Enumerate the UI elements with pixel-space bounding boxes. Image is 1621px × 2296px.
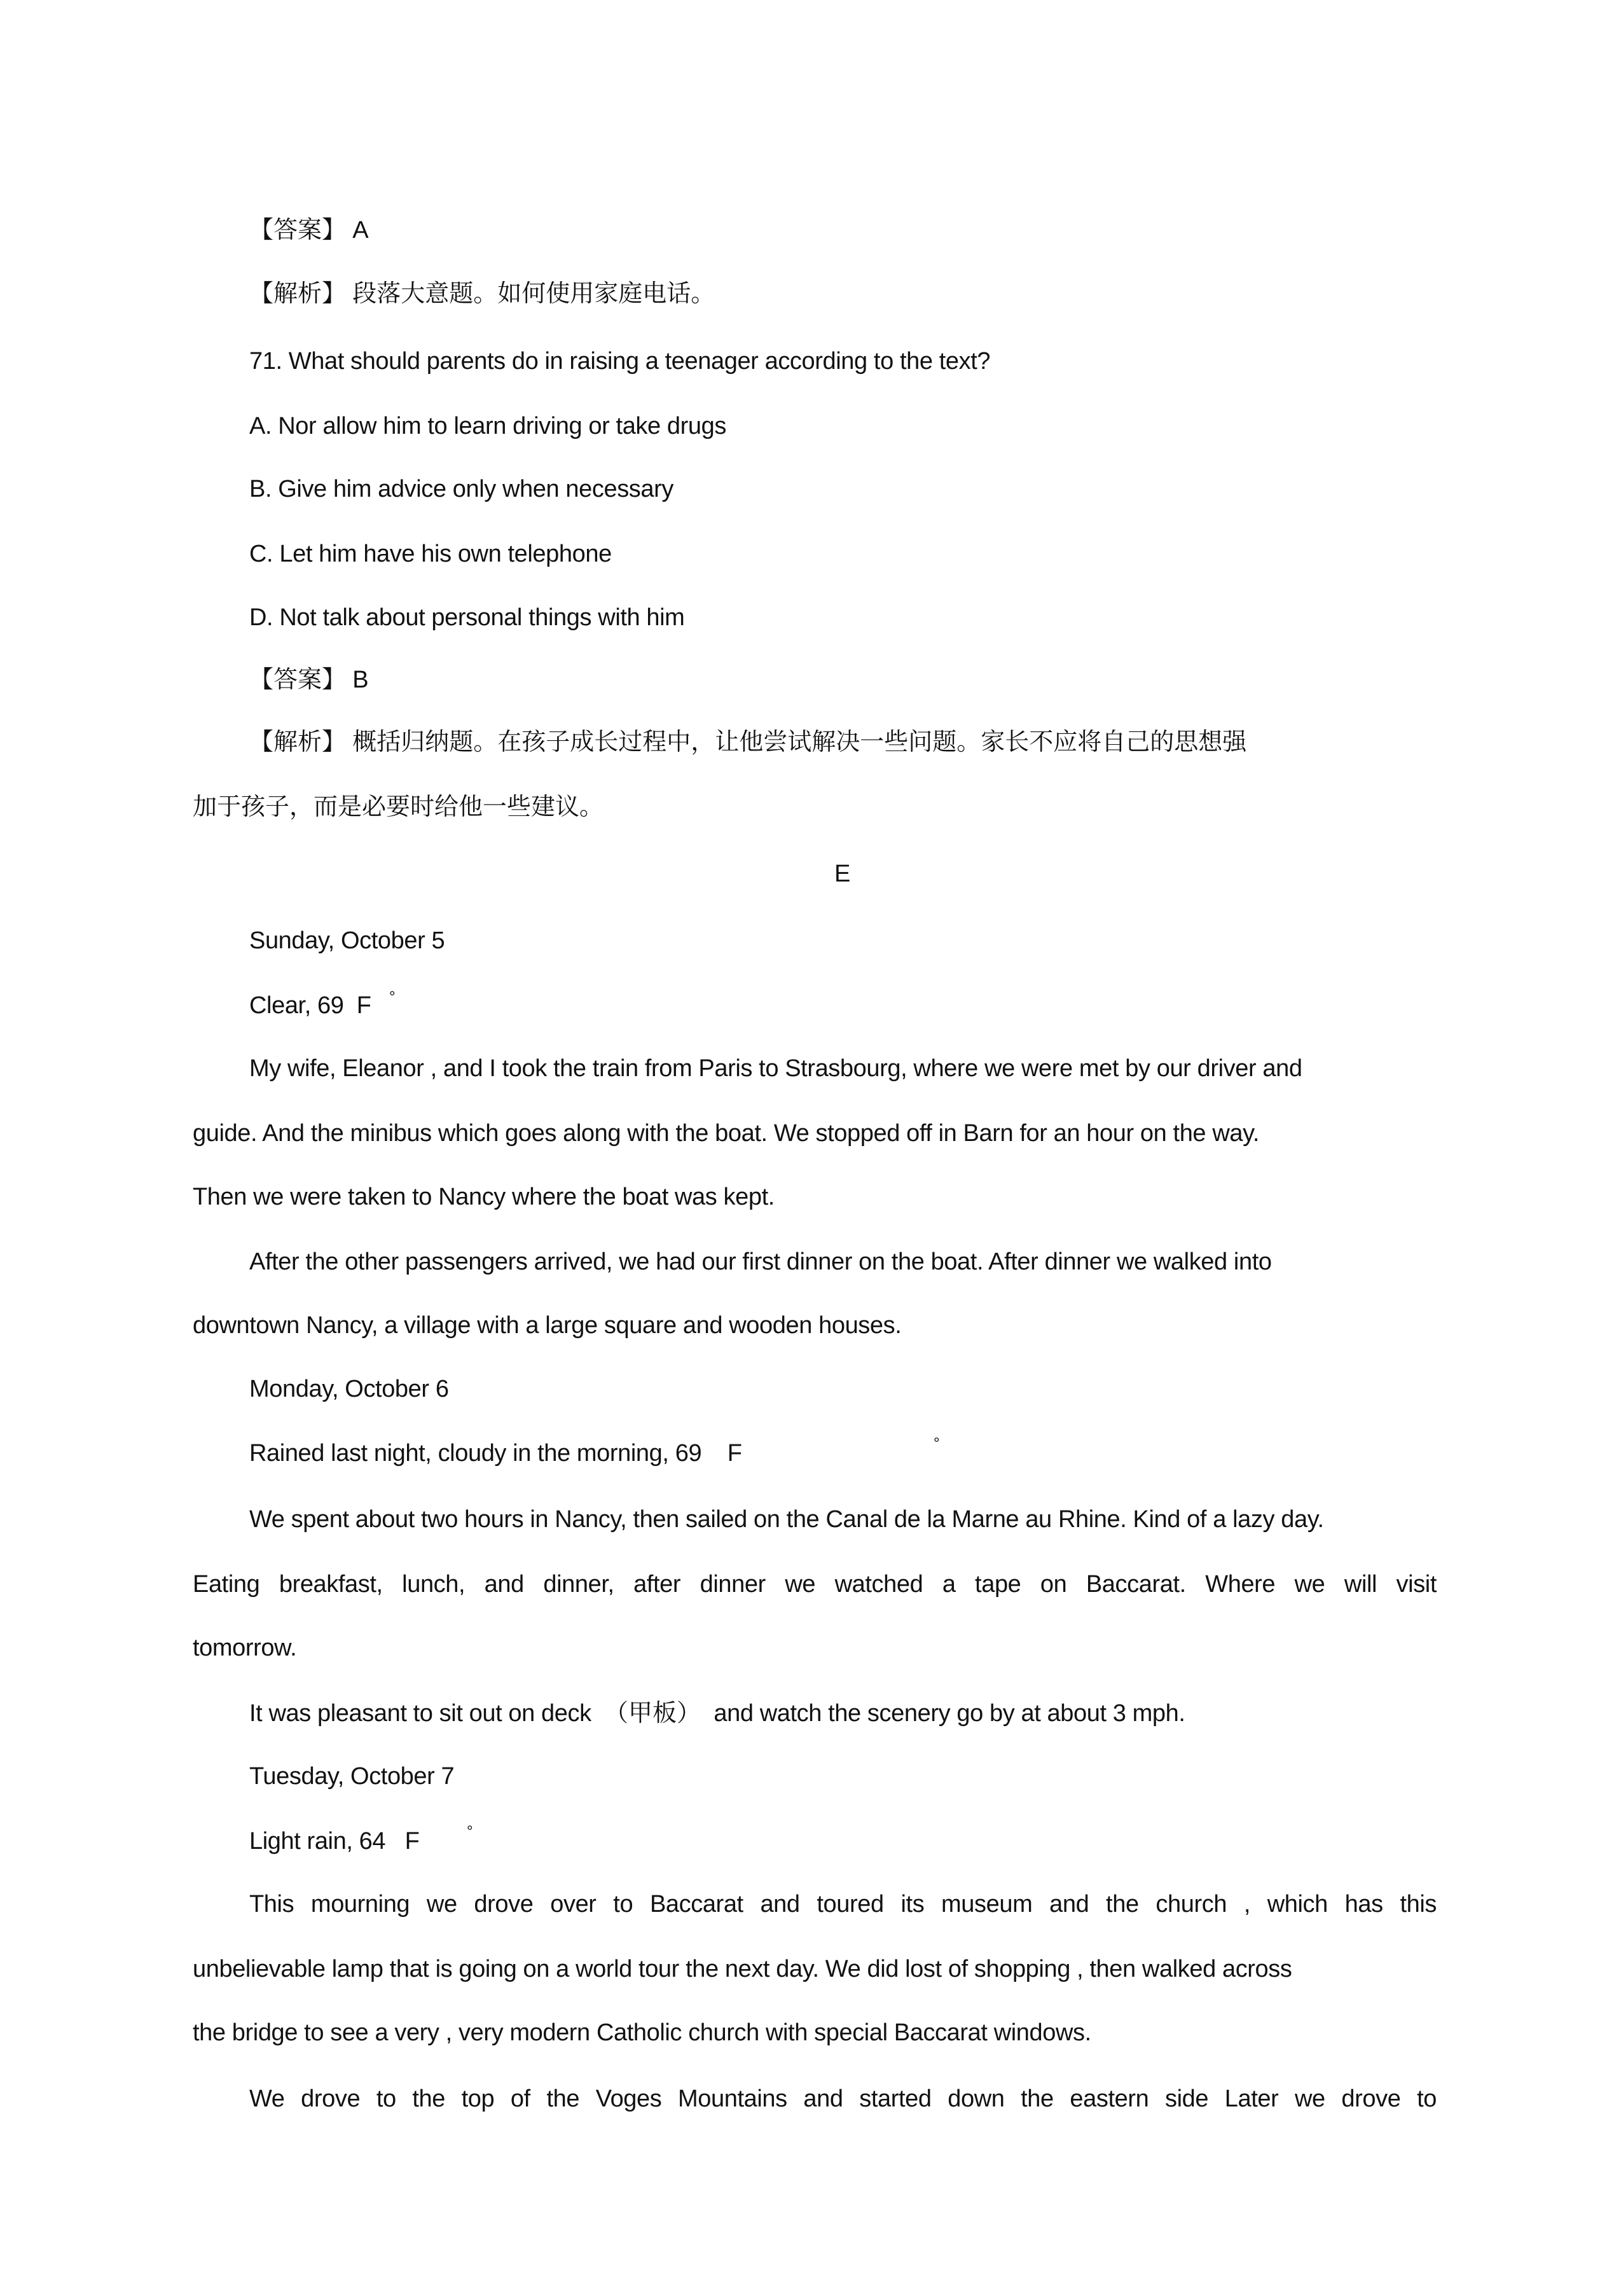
explanation-label: 【解析】 (249, 728, 347, 756)
paragraph-line: guide. And the minibus which goes along with the boat. We stopped off in Barn for an hour on the way. (193, 1120, 1260, 1147)
explanation-71 (249, 727, 1246, 757)
weather-2: Rained last night, cloudy in the morning, 69 F (249, 1440, 742, 1467)
explanation-70 (249, 279, 715, 308)
gloss: （甲板） (604, 1699, 701, 1727)
question-71: 71. What should parents do in raising a teenager according to the text? (249, 348, 991, 375)
explanation-text: 段落大意题。如何使用家庭电话。 (352, 279, 715, 307)
option-a: A. Nor allow him to learn driving or take drugs (249, 413, 726, 439)
diary-date-2: Monday, October 6 (249, 1376, 449, 1402)
paragraph-line: My wife, Eleanor , and I took the train from Paris to Strasbourg, where we were met by our driver and (249, 1055, 1302, 1082)
paragraph-line: We drove to the top of the Voges Mountains and started down the eastern side Later we drove to (249, 2085, 1437, 2112)
degree-mark: ° (467, 1823, 473, 1840)
paragraph-line: tomorrow. (193, 1635, 297, 1661)
paragraph-line: This mourning we drove over to Baccarat and toured its museum and the church , which has this (249, 1891, 1437, 1918)
explanation-label: 【解析】 (249, 279, 347, 307)
paragraph-line: Then we were taken to Nancy where the boat was kept. (193, 1184, 775, 1210)
paragraph-line: downtown Nancy, a village with a large square and wooden houses. (193, 1312, 902, 1339)
option-d: D. Not talk about personal things with him (249, 604, 685, 631)
paragraph-line: We spent about two hours in Nancy, then sailed on the Canal de la Marne au Rhine. Kind of a lazy day. (249, 1506, 1324, 1533)
option-b: B. Give him advice only when necessary (249, 476, 674, 502)
section-heading: E (834, 861, 850, 887)
explanation-text: 概括归纳题。在孩子成长过程中，让他尝试解决一些问题。家长不应将自己的思想强 (352, 728, 1247, 756)
paragraph-line: Eating breakfast, lunch, and dinner, after dinner we watched a tape on Baccarat. Where we will visit (193, 1571, 1437, 1598)
weather-1: Clear, 69 F (249, 992, 371, 1019)
paragraph-line (249, 1698, 1185, 1728)
answer-71 (249, 665, 368, 695)
text: and watch the scenery go by at about 3 mph. (701, 1700, 1185, 1727)
answer-value: B (352, 667, 369, 693)
explanation-71-cont: 加于孩子，而是必要时给他一些建议。 (193, 792, 604, 820)
answer-label: 【答案】 (249, 216, 347, 244)
paragraph-line: unbelievable lamp that is going on a world tour the next day. We did lost of shopping , then walked across (193, 1956, 1292, 1982)
answer-label: 【答案】 (249, 665, 347, 693)
text: It was pleasant to sit out on deck (249, 1700, 605, 1727)
degree-mark: ° (934, 1435, 940, 1452)
option-c: C. Let him have his own telephone (249, 541, 612, 567)
degree-mark: ° (389, 988, 396, 1006)
paragraph-line: the bridge to see a very , very modern Catholic church with special Baccarat windows. (193, 2019, 1091, 2046)
paragraph-line: After the other passengers arrived, we had our first dinner on the boat. After dinner we walked into (249, 1248, 1272, 1275)
answer-value: A (352, 217, 369, 244)
weather-3: Light rain, 64 F (249, 1828, 420, 1855)
diary-date-1: Sunday, October 5 (249, 927, 445, 954)
answer-70 (249, 215, 368, 245)
diary-date-3: Tuesday, October 7 (249, 1763, 455, 1790)
